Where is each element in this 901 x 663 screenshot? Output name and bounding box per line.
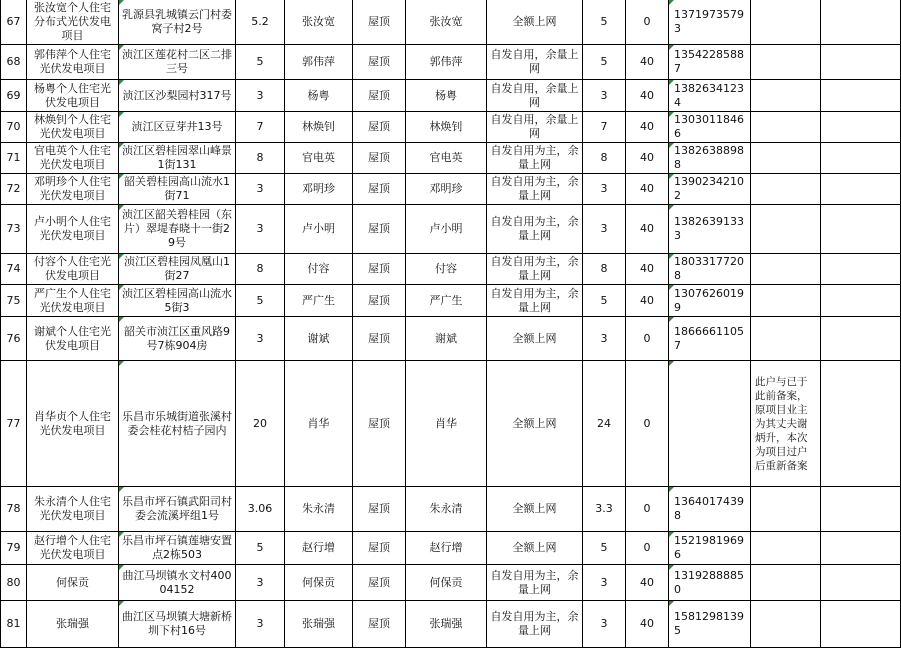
cell-note[interactable] <box>751 532 821 565</box>
cell-value-a[interactable]: 5 <box>583 45 626 80</box>
cell-blank[interactable] <box>821 601 901 648</box>
cell-capacity[interactable]: 3 <box>236 80 285 112</box>
cell-grid-mode[interactable]: 自发自用，余量上网 <box>487 112 583 143</box>
cell-grid-mode[interactable]: 全额上网 <box>487 487 583 532</box>
cell-note[interactable] <box>751 143 821 174</box>
cell-grid-mode[interactable]: 自发自用为主，余量上网 <box>487 143 583 174</box>
cell-project-name[interactable]: 何保贡 <box>27 565 119 601</box>
cell-install-site[interactable]: 屋顶 <box>353 317 406 361</box>
cell-project-name[interactable]: 杨粤个人住宅光伏发电项目 <box>27 80 119 112</box>
cell-capacity[interactable]: 5 <box>236 285 285 317</box>
cell-row-number[interactable]: 68 <box>1 45 27 80</box>
cell-capacity[interactable]: 8 <box>236 143 285 174</box>
cell-phone[interactable]: 15219819696 <box>669 532 751 565</box>
cell-capacity[interactable]: 3 <box>236 601 285 648</box>
cell-capacity[interactable]: 5 <box>236 45 285 80</box>
cell-owner[interactable]: 朱永清 <box>285 487 353 532</box>
cell-grid-mode[interactable]: 自发自用为主，余量上网 <box>487 601 583 648</box>
cell-install-site[interactable]: 屋顶 <box>353 143 406 174</box>
cell-project-name[interactable]: 郭伟萍个人住宅光伏发电项目 <box>27 45 119 80</box>
cell-address[interactable]: 韶关市浈江区重风路9号7栋904房 <box>119 317 236 361</box>
cell-value-b[interactable]: 0 <box>626 317 669 361</box>
cell-value-a[interactable]: 3 <box>583 205 626 254</box>
cell-capacity[interactable]: 3.06 <box>236 487 285 532</box>
cell-value-b[interactable]: 40 <box>626 143 669 174</box>
cell-owner[interactable]: 张瑞强 <box>285 601 353 648</box>
cell-phone[interactable]: 13030118466 <box>669 112 751 143</box>
cell-address[interactable]: 乐昌市乐城街道张溪村委会桂花村桔子园内 <box>119 361 236 487</box>
cell-phone[interactable]: 13542285887 <box>669 45 751 80</box>
cell-address[interactable]: 乐昌市坪石镇武阳司村委会流溪坪组1号 <box>119 487 236 532</box>
cell-phone[interactable]: 13719735793 <box>669 0 751 45</box>
cell-address[interactable]: 浈江区莲花村二区二排三号 <box>119 45 236 80</box>
cell-address[interactable]: 曲江区马坝镇大塘新桥圳下村16号 <box>119 601 236 648</box>
cell-user[interactable]: 何保贡 <box>406 565 487 601</box>
table-body <box>1 0 901 648</box>
cell-address[interactable]: 曲江马坝镇水文村40004152 <box>119 565 236 601</box>
cell-user[interactable]: 张瑞强 <box>406 601 487 648</box>
cell-row-number[interactable]: 80 <box>1 565 27 601</box>
cell-blank[interactable] <box>821 174 901 205</box>
cell-owner[interactable]: 郭伟萍 <box>285 45 353 80</box>
cell-user[interactable]: 严广生 <box>406 285 487 317</box>
cell-blank[interactable] <box>821 254 901 285</box>
cell-row-number[interactable]: 70 <box>1 112 27 143</box>
cell-address[interactable]: 乐昌市坪石镇莲塘安置点2栋503 <box>119 532 236 565</box>
cell-value-b[interactable]: 40 <box>626 80 669 112</box>
cell-owner[interactable]: 付容 <box>285 254 353 285</box>
cell-value-a[interactable]: 3.3 <box>583 487 626 532</box>
cell-owner[interactable]: 何保贡 <box>285 565 353 601</box>
cell-note[interactable]: 此户与已于此前备案，原项目业主为其丈夫谢炳升，本次为项目过户后重新备案 <box>751 361 821 487</box>
cell-grid-mode[interactable]: 全额上网 <box>487 317 583 361</box>
cell-note[interactable] <box>751 45 821 80</box>
cell-value-b[interactable]: 0 <box>626 361 669 487</box>
cell-blank[interactable] <box>821 565 901 601</box>
cell-grid-mode[interactable]: 自发自用为主，余量上网 <box>487 565 583 601</box>
cell-blank[interactable] <box>821 361 901 487</box>
cell-user[interactable]: 林焕钊 <box>406 112 487 143</box>
cell-install-site[interactable]: 屋顶 <box>353 361 406 487</box>
cell-project-name[interactable]: 肖华贞个人住宅光伏发电项目 <box>27 361 119 487</box>
cell-install-site[interactable]: 屋顶 <box>353 601 406 648</box>
cell-project-name[interactable]: 朱永清个人住宅光伏发电项目 <box>27 487 119 532</box>
cell-install-site[interactable]: 屋顶 <box>353 205 406 254</box>
cell-address[interactable]: 浈江区碧桂园翠山峰景1街131 <box>119 143 236 174</box>
table-row <box>1 565 901 601</box>
cell-note[interactable] <box>751 601 821 648</box>
cell-phone[interactable]: 18666611057 <box>669 317 751 361</box>
cell-value-b[interactable]: 40 <box>626 112 669 143</box>
cell-note[interactable] <box>751 317 821 361</box>
cell-value-a[interactable]: 8 <box>583 143 626 174</box>
cell-phone[interactable]: 13826391333 <box>669 205 751 254</box>
cell-user[interactable]: 卢小明 <box>406 205 487 254</box>
cell-row-number[interactable]: 72 <box>1 174 27 205</box>
cell-value-b[interactable]: 40 <box>626 565 669 601</box>
cell-owner[interactable]: 官电英 <box>285 143 353 174</box>
cell-owner[interactable]: 肖华 <box>285 361 353 487</box>
cell-value-a[interactable]: 3 <box>583 601 626 648</box>
table-row <box>1 317 901 361</box>
cell-value-a[interactable]: 5 <box>583 0 626 45</box>
table-row <box>1 174 901 205</box>
cell-value-a[interactable]: 8 <box>583 254 626 285</box>
cell-address[interactable]: 浈江区沙梨园村317号 <box>119 80 236 112</box>
cell-grid-mode[interactable]: 自发自用为主，余量上网 <box>487 285 583 317</box>
cell-project-name[interactable]: 赵行增个人住宅光伏发电项目 <box>27 532 119 565</box>
cell-grid-mode[interactable]: 自发自用，余量上网 <box>487 45 583 80</box>
cell-phone[interactable]: 13902342102 <box>669 174 751 205</box>
cell-grid-mode[interactable]: 全额上网 <box>487 532 583 565</box>
cell-capacity[interactable]: 3 <box>236 205 285 254</box>
cell-note[interactable] <box>751 0 821 45</box>
cell-capacity[interactable]: 7 <box>236 112 285 143</box>
cell-capacity[interactable]: 3 <box>236 317 285 361</box>
cell-value-a[interactable]: 3 <box>583 565 626 601</box>
cell-blank[interactable] <box>821 80 901 112</box>
cell-blank[interactable] <box>821 285 901 317</box>
cell-project-name[interactable]: 严广生个人住宅光伏发电项目 <box>27 285 119 317</box>
cell-note[interactable] <box>751 565 821 601</box>
cell-row-number[interactable]: 81 <box>1 601 27 648</box>
cell-value-a[interactable]: 3 <box>583 80 626 112</box>
cell-project-name[interactable]: 付容个人住宅光伏发电项目 <box>27 254 119 285</box>
cell-user[interactable]: 谢斌 <box>406 317 487 361</box>
table-row <box>1 601 901 648</box>
cell-owner[interactable]: 卢小明 <box>285 205 353 254</box>
cell-value-b[interactable]: 40 <box>626 601 669 648</box>
cell-value-b[interactable]: 0 <box>626 0 669 45</box>
cell-value-b[interactable]: 40 <box>626 254 669 285</box>
cell-value-b[interactable]: 40 <box>626 285 669 317</box>
cell-user[interactable]: 杨粤 <box>406 80 487 112</box>
table-row <box>1 254 901 285</box>
cell-owner[interactable]: 赵行增 <box>285 532 353 565</box>
cell-install-site[interactable]: 屋顶 <box>353 565 406 601</box>
cell-address[interactable]: 浈江区碧桂园凤凰山1街27 <box>119 254 236 285</box>
cell-project-name[interactable]: 林焕钊个人住宅光伏发电项目 <box>27 112 119 143</box>
cell-value-a[interactable]: 3 <box>583 317 626 361</box>
table-row <box>1 0 901 45</box>
cell-note[interactable] <box>751 205 821 254</box>
table-row <box>1 285 901 317</box>
cell-blank[interactable] <box>821 45 901 80</box>
cell-install-site[interactable]: 屋顶 <box>353 112 406 143</box>
cell-note[interactable] <box>751 285 821 317</box>
cell-project-name[interactable]: 谢斌个人住宅光伏发电项目 <box>27 317 119 361</box>
cell-value-a[interactable]: 24 <box>583 361 626 487</box>
cell-row-number[interactable]: 71 <box>1 143 27 174</box>
cell-blank[interactable] <box>821 532 901 565</box>
table-row <box>1 112 901 143</box>
cell-address[interactable]: 浈江区豆芽井13号 <box>119 112 236 143</box>
cell-owner[interactable]: 谢斌 <box>285 317 353 361</box>
cell-grid-mode[interactable]: 自发自用为主，余量上网 <box>487 254 583 285</box>
cell-row-number[interactable]: 69 <box>1 80 27 112</box>
cell-install-site[interactable]: 屋顶 <box>353 532 406 565</box>
cell-capacity[interactable]: 3 <box>236 565 285 601</box>
cell-value-a[interactable]: 5 <box>583 532 626 565</box>
cell-project-name[interactable]: 张汝宽个人住宅分布式光伏发电项目 <box>27 0 119 45</box>
cell-user[interactable]: 郭伟萍 <box>406 45 487 80</box>
table-row <box>1 487 901 532</box>
table-row <box>1 532 901 565</box>
cell-phone[interactable]: 13192888850 <box>669 565 751 601</box>
cell-owner[interactable]: 张汝宽 <box>285 0 353 45</box>
cell-grid-mode[interactable]: 自发自用为主，余量上网 <box>487 174 583 205</box>
cell-project-name[interactable]: 官电英个人住宅光伏发电项目 <box>27 143 119 174</box>
table-row <box>1 205 901 254</box>
cell-blank[interactable] <box>821 143 901 174</box>
cell-row-number[interactable]: 75 <box>1 285 27 317</box>
cell-row-number[interactable]: 73 <box>1 205 27 254</box>
cell-user[interactable]: 肖华 <box>406 361 487 487</box>
cell-note[interactable] <box>751 487 821 532</box>
cell-project-name[interactable]: 张瑞强 <box>27 601 119 648</box>
cell-row-number[interactable]: 77 <box>1 361 27 487</box>
cell-value-b[interactable]: 40 <box>626 205 669 254</box>
cell-value-a[interactable]: 3 <box>583 174 626 205</box>
table-row <box>1 361 901 487</box>
cell-user[interactable]: 朱永清 <box>406 487 487 532</box>
cell-phone[interactable]: 18033177208 <box>669 254 751 285</box>
cell-user[interactable]: 赵行增 <box>406 532 487 565</box>
cell-value-b[interactable]: 0 <box>626 532 669 565</box>
cell-install-site[interactable]: 屋顶 <box>353 487 406 532</box>
table-row <box>1 143 901 174</box>
cell-address[interactable]: 乳源县乳城镇云门村委窝子村2号 <box>119 0 236 45</box>
cell-phone[interactable]: 13076260199 <box>669 285 751 317</box>
cell-row-number[interactable]: 76 <box>1 317 27 361</box>
cell-grid-mode[interactable]: 自发自用为主，余量上网 <box>487 205 583 254</box>
cell-capacity[interactable]: 3 <box>236 174 285 205</box>
cell-row-number[interactable]: 79 <box>1 532 27 565</box>
cell-user[interactable]: 邓明珍 <box>406 174 487 205</box>
cell-row-number[interactable]: 74 <box>1 254 27 285</box>
cell-address[interactable]: 浈江区韶关碧桂园（东片）翠堤春晓十一街29号 <box>119 205 236 254</box>
cell-phone[interactable]: 13640174398 <box>669 487 751 532</box>
cell-install-site[interactable]: 屋顶 <box>353 285 406 317</box>
cell-row-number[interactable]: 67 <box>1 0 27 45</box>
cell-note[interactable] <box>751 80 821 112</box>
cell-user[interactable]: 官电英 <box>406 143 487 174</box>
cell-capacity[interactable]: 5.2 <box>236 0 285 45</box>
cell-phone[interactable]: 13826388988 <box>669 143 751 174</box>
cell-note[interactable] <box>751 254 821 285</box>
cell-install-site[interactable]: 屋顶 <box>353 0 406 45</box>
cell-address[interactable]: 韶关碧桂园高山流水1街71 <box>119 174 236 205</box>
cell-blank[interactable] <box>821 205 901 254</box>
cell-grid-mode[interactable]: 全额上网 <box>487 361 583 487</box>
cell-address[interactable]: 浈江区碧桂园高山流水5街3 <box>119 285 236 317</box>
cell-capacity[interactable]: 8 <box>236 254 285 285</box>
cell-install-site[interactable]: 屋顶 <box>353 254 406 285</box>
cell-project-name[interactable]: 邓明珍个人住宅光伏发电项目 <box>27 174 119 205</box>
cell-value-a[interactable]: 5 <box>583 285 626 317</box>
cell-owner[interactable]: 杨粤 <box>285 80 353 112</box>
cell-install-site[interactable]: 屋顶 <box>353 174 406 205</box>
cell-value-b[interactable]: 40 <box>626 45 669 80</box>
cell-row-number[interactable]: 78 <box>1 487 27 532</box>
cell-blank[interactable] <box>821 487 901 532</box>
cell-blank[interactable] <box>821 112 901 143</box>
cell-grid-mode[interactable]: 自发自用，余量上网 <box>487 80 583 112</box>
cell-user[interactable]: 张汝宽 <box>406 0 487 45</box>
cell-blank[interactable] <box>821 317 901 361</box>
cell-phone[interactable]: 13826341234 <box>669 80 751 112</box>
cell-note[interactable] <box>751 112 821 143</box>
cell-user[interactable]: 付容 <box>406 254 487 285</box>
cell-grid-mode[interactable]: 全额上网 <box>487 0 583 45</box>
cell-value-a[interactable]: 7 <box>583 112 626 143</box>
cell-phone[interactable]: 15812981395 <box>669 601 751 648</box>
cell-capacity[interactable]: 20 <box>236 361 285 487</box>
table-row <box>1 80 901 112</box>
cell-project-name[interactable]: 卢小明个人住宅光伏发电项目 <box>27 205 119 254</box>
cell-owner[interactable]: 严广生 <box>285 285 353 317</box>
cell-install-site[interactable]: 屋顶 <box>353 80 406 112</box>
cell-value-b[interactable]: 0 <box>626 487 669 532</box>
cell-owner[interactable]: 林焕钊 <box>285 112 353 143</box>
cell-blank[interactable] <box>821 0 901 45</box>
cell-install-site[interactable]: 屋顶 <box>353 45 406 80</box>
cell-phone[interactable] <box>669 361 751 487</box>
cell-value-b[interactable]: 40 <box>626 174 669 205</box>
cell-note[interactable] <box>751 174 821 205</box>
cell-capacity[interactable]: 5 <box>236 532 285 565</box>
cell-owner[interactable]: 邓明珍 <box>285 174 353 205</box>
table-row <box>1 45 901 80</box>
